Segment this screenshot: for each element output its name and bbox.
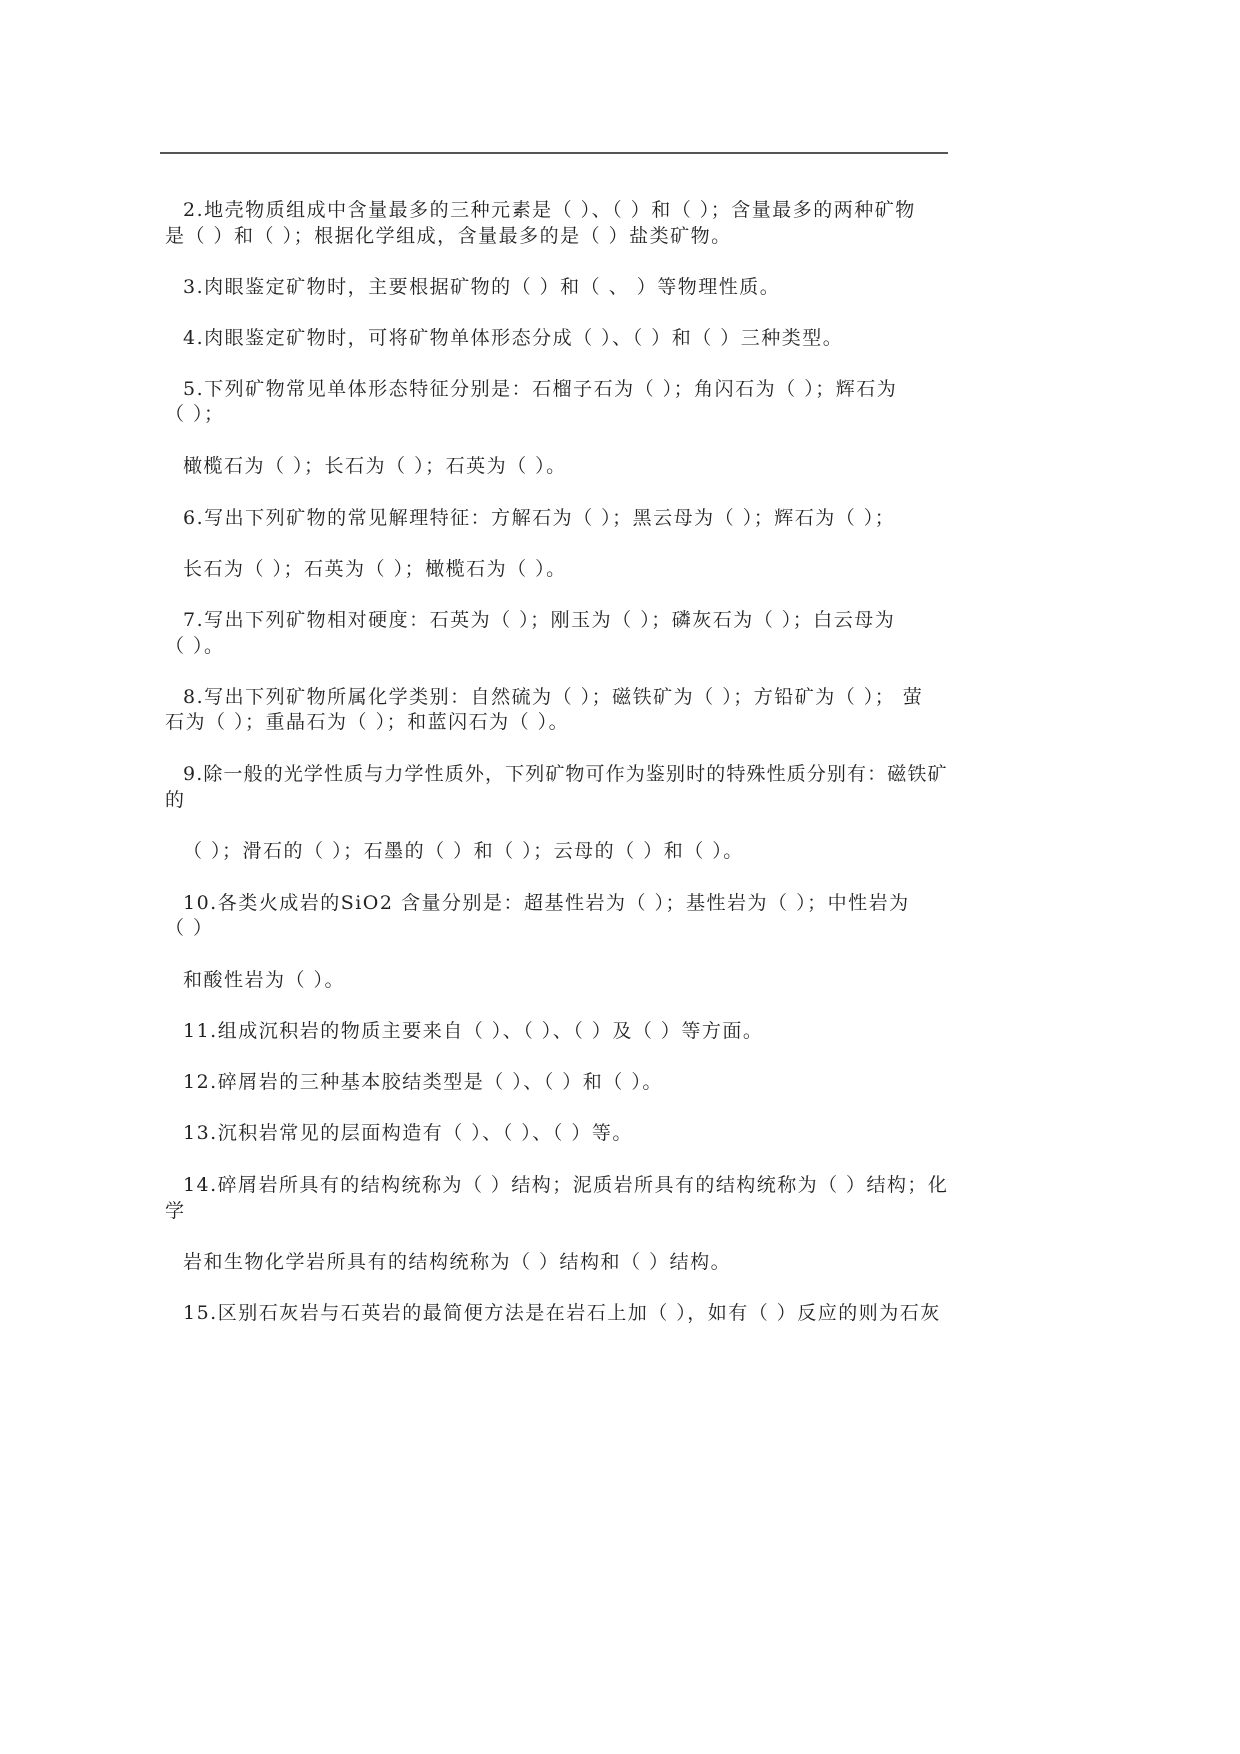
text-line: 的 xyxy=(165,789,186,811)
text-line: 是（ ）和（ ）；根据化学组成，含量最多的是（ ）盐类矿物。 xyxy=(165,225,732,247)
text-line: 3.肉眼鉴定矿物时，主要根据矿物的（ ）和（ 、 ）等物理性质。 xyxy=(183,276,781,298)
text-line: 2.地壳物质组成中含量最多的三种元素是（ ）、（ ）和（ ）；含量最多的两种矿物 xyxy=(183,199,916,221)
text-line: 6.写出下列矿物的常见解理特征：方解石为（ ）；黑云母为（ ）；辉石为（ ）； xyxy=(183,507,896,529)
text-line: 14.碎屑岩所具有的结构统称为（ ）结构；泥质岩所具有的结构统称为（ ）结构；化 xyxy=(183,1174,949,1196)
text-line: 12.碎屑岩的三种基本胶结类型是（ ）、（ ）和（ ）。 xyxy=(183,1071,663,1093)
text-line: 5.下列矿物常见单体形态特征分别是：石榴子石为（ ）；角闪石为（ ）；辉石为 xyxy=(183,378,898,400)
text-line: 13.沉积岩常见的层面构造有（ ）、（ ）、（ ）等。 xyxy=(183,1122,633,1144)
text-line: 4.肉眼鉴定矿物时，可将矿物单体形态分成（ ）、（ ）和（ ）三种类型。 xyxy=(183,327,844,349)
text-line: 9.除一般的光学性质与力学性质外，下列矿物可作为鉴别时的特殊性质分别有：磁铁矿 xyxy=(183,763,948,785)
text-line: 和酸性岩为（ ）。 xyxy=(183,969,346,991)
text-line: 橄榄石为（ ）；长石为（ ）；石英为（ ）。 xyxy=(183,455,567,477)
text-line: 长石为（ ）；石英为（ ）；橄榄石为（ ）。 xyxy=(183,558,567,580)
text-line: 岩和生物化学岩所具有的结构统称为（ ）结构和（ ）结构。 xyxy=(183,1251,732,1273)
text-line: 7.写出下列矿物相对硬度：石英为（ ）；刚玉为（ ）；磷灰石为（ ）；白云母为 xyxy=(183,609,896,631)
text-line: （ ）；滑石的（ ）；石墨的（ ）和（ ）；云母的（ ）和（ ）。 xyxy=(183,840,744,862)
text-line: 15.区别石灰岩与石英岩的最简便方法是在岩石上加（ ），如有（ ）反应的则为石灰 xyxy=(183,1302,941,1324)
text-line: （ ） xyxy=(165,917,214,939)
text-line: 11.组成沉积岩的物质主要来自（ ）、（ ）、（ ）及（ ）等方面。 xyxy=(183,1020,764,1042)
text-line: （ ）； xyxy=(165,403,225,425)
text-line: 学 xyxy=(165,1200,186,1222)
text-line: 10.各类火成岩的SiO2 含量分别是：超基性岩为（ ）；基性岩为（ ）；中性岩为 xyxy=(183,892,910,914)
text-line: （ ）。 xyxy=(165,635,225,657)
header-rule xyxy=(160,152,948,154)
text-line: 8.写出下列矿物所属化学类别：自然硫为（ ）；磁铁矿为（ ）；方铅矿为（ ）； 萤 xyxy=(183,686,924,708)
text-line: 石为（ ）；重晶石为（ ）；和蓝闪石为（ ）。 xyxy=(165,711,570,733)
